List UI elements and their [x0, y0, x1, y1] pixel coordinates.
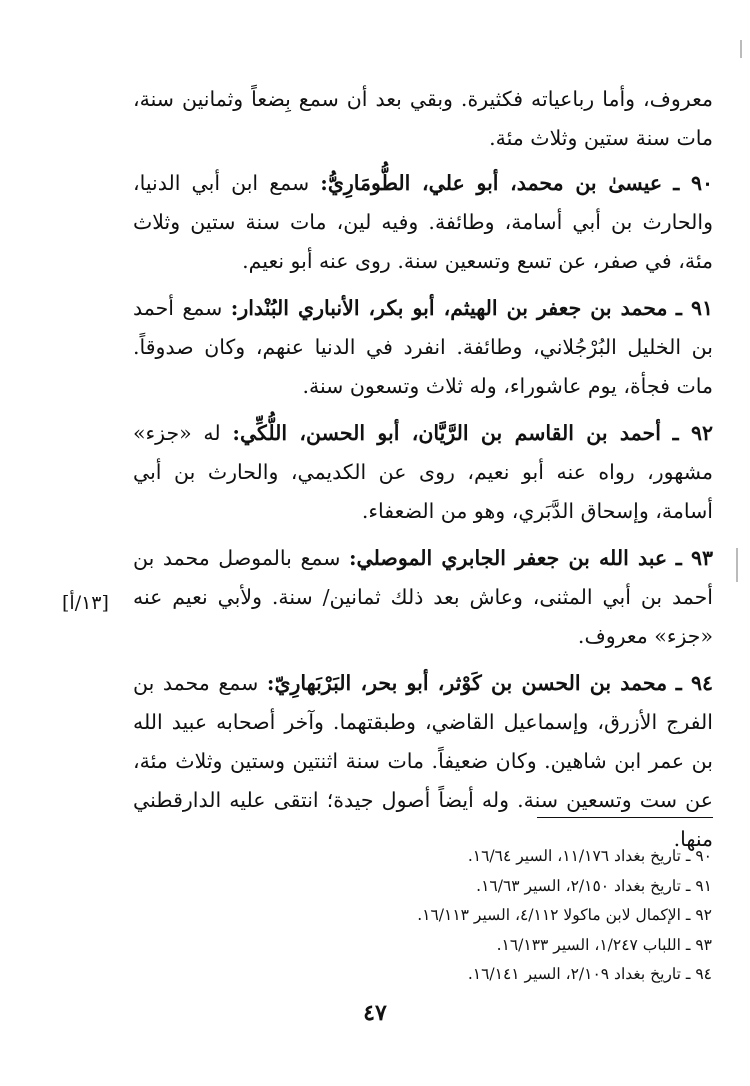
- entry-91: [133, 289, 713, 406]
- entry-text: سمع بالموصل محمد بن أحمد بن أبي المثنى، وعاش بعد ذلك ثمانين/ سنة. ولأبي نعيم عنه «جزء» معروف.: [133, 546, 713, 648]
- scan-edge-mark: [736, 548, 738, 582]
- entry-text: له «جزء» مشهور، رواه عنه أبو نعيم، روى عن الكديمي، والحارث بن أبي أسامة، وإسحاق الدَّبَري، وهو من الضعفاء.: [133, 421, 713, 523]
- entry-number: ٩١ ـ: [675, 296, 713, 320]
- footnote: ٩٢ ـ الإكمال لابن ماكولا ٤/١١٢، السير ١٦/١١٣.: [417, 906, 712, 924]
- entry-text: سمع أحمد بن الخليل البُرْجُلاني، وطائفة. انفرد في الدنيا عنهم، وكان صدوقاً. مات فجأة، يوم عاشوراء، وله ثلاث وتسعون سنة.: [133, 296, 713, 398]
- entry-text: سمع ابن أبي الدنيا، والحارث بن أبي أسامة، وطائفة. وفيه لين، مات سنة ستين وثلاث مئة، في صفر، عن تسع وتسعين سنة. روى عنه أبو نعيم.: [133, 171, 713, 273]
- entry-heading: محمد بن جعفر بن الهيثم، أبو بكر، الأنباري البُنْدار:: [230, 296, 668, 320]
- entry-heading: أحمد بن القاسم بن الرَّيَّان، أبو الحسن، اللُّكِّي:: [232, 421, 661, 445]
- entry-93: [133, 539, 713, 656]
- footnote-divider: [537, 817, 713, 818]
- entry-heading: عبد الله بن جعفر الجابري الموصلي:: [348, 546, 668, 570]
- entry-text: سمع محمد بن الفرج الأزرق، وإسماعيل القاضي، وطبقتهما. وآخر أصحابه عبيد الله بن عمر ابن شاهين. وكان ضعيفاً. مات سنة اثنتين وستين وثلاث مئة، عن ست وتسعين سنة. وله أيضاً أصول جيدة؛ انتقى عليه الدارقطني منها.: [133, 671, 713, 851]
- scan-edge-mark: [740, 40, 742, 58]
- footnote: ٩٠ ـ تاريخ بغداد ١١/١٧٦، السير ١٦/٦٤.: [467, 847, 712, 865]
- paragraph-continuation: [133, 80, 713, 158]
- entry-number: ٩٢ ـ: [672, 421, 713, 445]
- entry-92: [133, 414, 713, 531]
- entry-90: [133, 164, 713, 281]
- footnotes: [312, 842, 712, 990]
- footnote: ٩٤ ـ تاريخ بغداد ٢/١٠٩، السير ١٦/١٤١.: [467, 965, 712, 983]
- entry-number: ٩٣ ـ: [675, 546, 713, 570]
- footnote: ٩١ ـ تاريخ بغداد ٢/١٥٠، السير ١٦/٦٣.: [476, 876, 712, 895]
- footnote: ٩٣ ـ اللباب ١/٢٤٧، السير ١٦/١٣٣.: [496, 935, 712, 954]
- page-number: ٤٧: [363, 1000, 387, 1026]
- entry-94: [133, 664, 713, 859]
- main-text: [133, 80, 713, 867]
- paragraph-text: معروف، وأما رباعياته فكثيرة. وبقي بعد أن سمع بِضعاً وثمانين سنة، مات سنة ستين وثلاث مئة.: [133, 87, 713, 150]
- entry-number: ٩٠ ـ: [673, 171, 713, 195]
- manuscript-folio-marker: [١٣/أ]: [62, 592, 109, 614]
- entry-heading: محمد بن الحسن بن كَوْثر، أبو بحر، البَرْبَهارِيّ:: [266, 671, 668, 695]
- entry-heading: عيسىٰ بن محمد، أبو علي، الطُّومَارِيُّ:: [320, 171, 663, 195]
- entry-number: ٩٤ ـ: [675, 671, 713, 695]
